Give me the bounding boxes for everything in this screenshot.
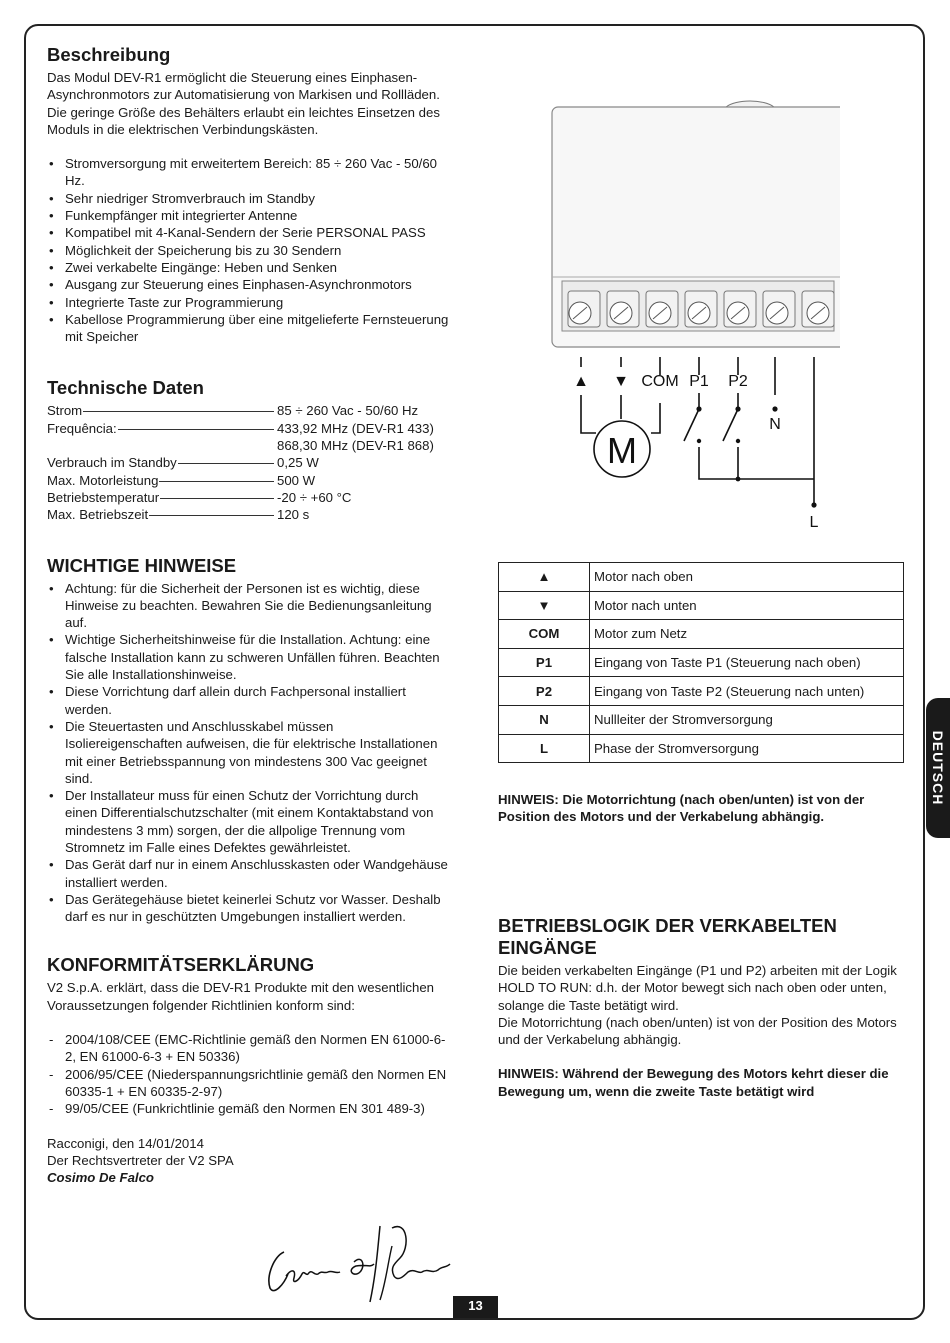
legend-key: ▲ [499, 563, 590, 592]
table-row [499, 734, 904, 763]
legend-key: P2 [499, 677, 590, 706]
list-item: • Stromversorgung mit erweitertem Bereich: 85 ÷ 260 Vac - 50/60 Hz. [47, 155, 452, 190]
legend-desc: Phase der Stromversorgung [590, 734, 904, 763]
description-title: Beschreibung [47, 44, 171, 65]
technical-section [47, 377, 452, 523]
list-item: • Integrierte Taste zur Programmierung [47, 294, 452, 311]
tech-row [47, 454, 452, 471]
legend-desc: Motor zum Netz [590, 620, 904, 649]
list-item: • Ausgang zur Steuerung eines Einphasen-Asynchronmotors [47, 276, 452, 293]
terminal-n-label: N [769, 416, 781, 433]
terminal-p2-label: P2 [728, 373, 748, 390]
tech-row [47, 402, 452, 419]
logic-para-2: Die Motorrichtung (nach oben/unten) ist von der Position des Motors und der Verkabelung abhängig. [498, 1014, 897, 1048]
legend-key: P1 [499, 648, 590, 677]
legend-desc: Eingang von Taste P2 (Steuerung nach unten) [590, 677, 904, 706]
table-row [499, 620, 904, 649]
list-item: • Sehr niedriger Stromverbrauch im Standby [47, 190, 452, 207]
signature-image [262, 1218, 452, 1308]
language-tab [926, 698, 950, 838]
tech-row [47, 420, 452, 437]
list-item: • Die Steuertasten und Anschlusskabel müssen Isoliereigenschaften aufweisen, die für elektrische Installationen mit einer Betriebsspannung von mindestens 300 Vac geeignet sind. [47, 718, 452, 787]
tech-value: -20 ÷ +60 °C [277, 489, 352, 505]
terminal-com-label: COM [641, 373, 679, 390]
terminal-down-label: ▼ [613, 373, 629, 390]
tech-label: Strom [47, 403, 83, 419]
tech-row [47, 437, 452, 454]
signatory-role: Der Rechtsvertreter der V2 SPA [47, 1152, 234, 1168]
tech-label: Max. Betriebszeit [47, 507, 149, 523]
list-item: • Achtung: für die Sicherheit der Personen ist es wichtig, diese Hinweise zu beachten. Bewahren Sie die Bedienungsanleitung auf. [47, 580, 452, 632]
motor-label: M [607, 430, 637, 471]
logic-para-1: Die beiden verkabelten Eingänge (P1 und P2) arbeiten mit der Logik HOLD TO RUN: d.h. der Motor bewegt sich nach oben oder unten, solange die Taste betätigt wird. [498, 963, 897, 1013]
legend-key: COM [499, 620, 590, 649]
conformity-title: KONFORMITÄTSERKLÄRUNG [47, 954, 315, 976]
list-item: • Funkempfänger mit integrierter Antenne [47, 207, 452, 224]
legend-table [498, 562, 904, 763]
warnings-title: WICHTIGE HINWEISE [47, 554, 237, 576]
list-item: - 2006/95/CEE (Niederspannungsrichtlinie gemäß den Normen EN 60335-1 + EN 60335-2-97) [47, 1066, 452, 1101]
tech-value: 500 W [277, 472, 316, 488]
feature-list [47, 155, 452, 345]
list-item: - 99/05/CEE (Funkrichtlinie gemäß den Normen EN 301 489-3) [47, 1100, 452, 1117]
warnings-section [47, 555, 452, 926]
description-para-2: Die geringe Größe des Behälters erlaubt ein leichtes Einsetzen des Moduls in die elektrischen Verbindungskästen. [47, 104, 440, 137]
tech-label: Max. Motorleistung [47, 472, 159, 488]
list-item: • Diese Vorrichtung darf allein durch Fachpersonal installiert werden. [47, 683, 452, 718]
tech-value: 85 ÷ 260 Vac - 50/60 Hz [277, 403, 419, 419]
table-row [499, 677, 904, 706]
logic-note: HINWEIS: Während der Bewegung des Motors kehrt dieser die Bewegung um, wenn die zweite Taste betätigt wird [498, 1066, 889, 1099]
logic-title: BETRIEBSLOGIK DER VERKABELTEN EINGÄNGE [498, 915, 837, 958]
tech-value: 433,92 MHz (DEV-R1 433) [277, 420, 434, 436]
list-item: • Wichtige Sicherheitshinweise für die Installation. Achtung: eine falsche Installation kann zu schweren Unfällen führen. Beachten Sie alle Installationshinweise. [47, 631, 452, 683]
list-item: • Das Gerät darf nur in einem Anschlusskasten oder Wandgehäuse installiert werden. [47, 856, 452, 891]
left-column [47, 44, 452, 1186]
legend-key: L [499, 734, 590, 763]
tech-label: Betriebstemperatur [47, 489, 160, 505]
list-item: • Der Installateur muss für einen Schutz der Vorrichtung durch einen Differentialschutzschalter (mit einem Kontaktabstand von mindestens 3 mm) sorgen, der die allpolige Trennung vom Stromnetz im Falle eines Defektes gewährleistet. [47, 787, 452, 856]
warnings-list [47, 580, 452, 926]
terminal-l-label: L [809, 514, 819, 531]
description-section [47, 44, 452, 345]
conformity-section [47, 954, 452, 1186]
page-number: 13 [453, 1296, 498, 1318]
legend-key: ▼ [499, 591, 590, 620]
table-row [499, 591, 904, 620]
legend-desc: Eingang von Taste P1 (Steuerung nach oben) [590, 648, 904, 677]
tech-label: Frequência: [47, 420, 117, 436]
legend-key: N [499, 705, 590, 734]
legend-desc: Motor nach unten [590, 591, 904, 620]
list-item: • Kabellose Programmierung über eine mitgelieferte Fernsteuerung mit Speicher [47, 311, 452, 346]
place-date: Racconigi, den 14/01/2014 [47, 1135, 204, 1151]
tech-label: Verbrauch im Standby [47, 455, 177, 471]
list-item: - 2004/108/CEE (EMC-Richtlinie gemäß den Normen EN 61000-6-2, EN 61000-6-3 + EN 50336) [47, 1031, 452, 1066]
list-item: • Zwei verkabelte Eingänge: Heben und Senken [47, 259, 452, 276]
description-para-1: Das Modul DEV-R1 ermöglicht die Steuerung eines Einphasen-Asynchronmotors zur Automatisierung von Markisen und Rollläden. [47, 70, 440, 103]
technical-title: Technische Daten [47, 377, 204, 399]
table-row [499, 705, 904, 734]
list-item: • Das Gerätegehäuse bietet keinerlei Schutz vor Wasser. Deshalb darf es nur in geschützten Umgebungen installiert werden. [47, 891, 452, 926]
legend-note: HINWEIS: Die Motorrichtung (nach oben/unten) ist von der Position des Motors und der Verkabelung abhängig. [498, 792, 865, 825]
legend-desc: Motor nach oben [590, 563, 904, 592]
tech-row [47, 489, 452, 506]
tech-value: 120 s [277, 507, 310, 523]
tech-row [47, 472, 452, 489]
logic-section [498, 915, 908, 1100]
conformity-intro: V2 S.p.A. erklärt, dass die DEV-R1 Produkte mit den wesentlichen Voraussetzungen folgender Richtlinien konform sind: [47, 980, 435, 1013]
terminal-p1-label: P1 [689, 373, 709, 390]
terminal-up-label: ▲ [573, 373, 589, 390]
legend-desc: Nullleiter der Stromversorgung [590, 705, 904, 734]
directive-list [47, 1031, 452, 1117]
tech-value: 868,30 MHz (DEV-R1 868) [277, 438, 434, 454]
list-item: • Kompatibel mit 4-Kanal-Sendern der Serie PERSONAL PASS [47, 224, 452, 241]
wiring-diagram [540, 95, 840, 535]
list-item: • Möglichkeit der Speicherung bis zu 30 Sendern [47, 242, 452, 259]
tech-row [47, 506, 452, 523]
table-row [499, 648, 904, 677]
tech-value: 0,25 W [277, 455, 319, 471]
language-tab-label: DEUTSCH [930, 730, 946, 806]
signatory-name: Cosimo De Falco [47, 1170, 154, 1186]
table-row [499, 563, 904, 592]
